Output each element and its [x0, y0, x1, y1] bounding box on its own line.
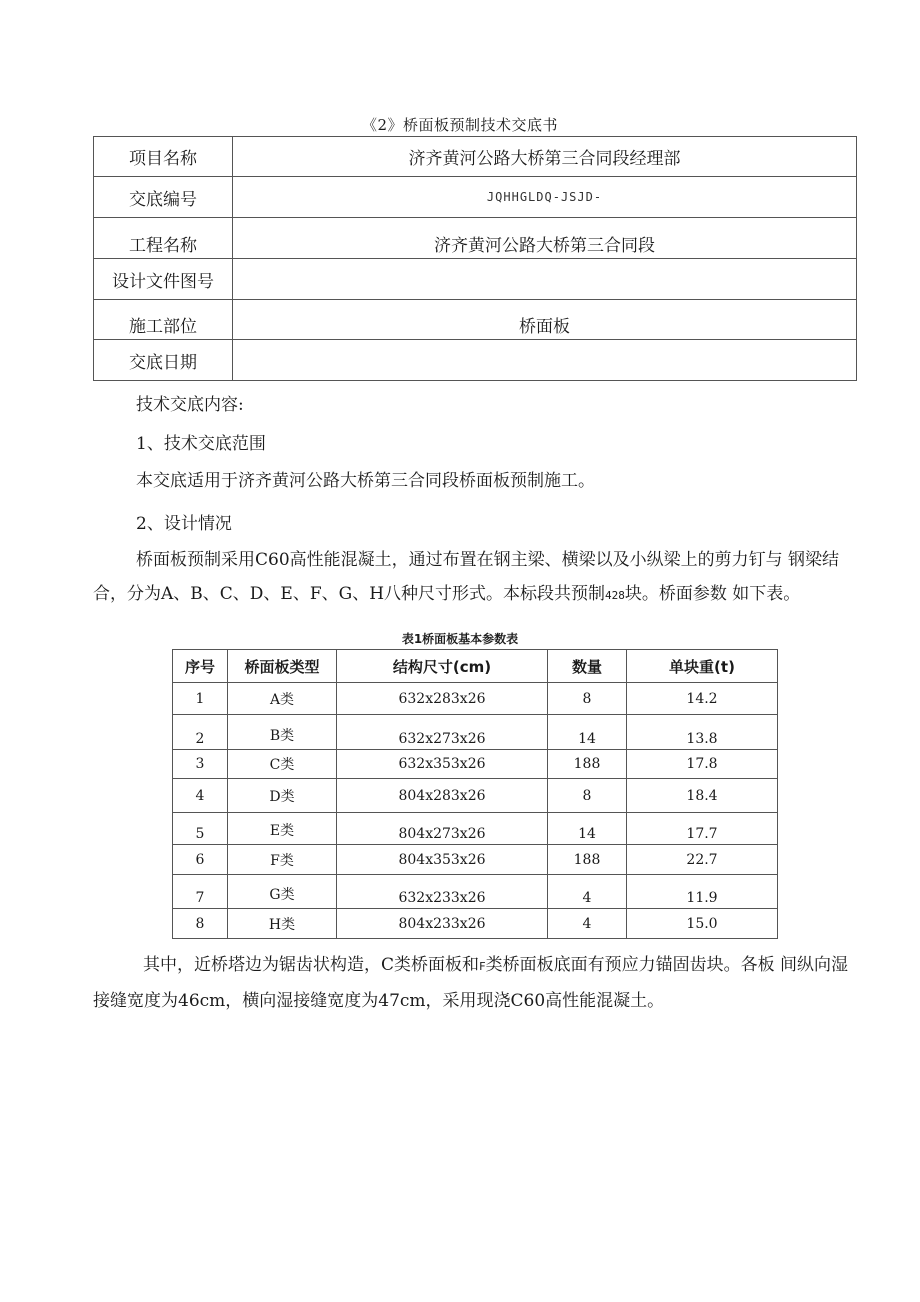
table-cell: 4: [548, 909, 627, 939]
table-cell: 5: [173, 813, 228, 845]
table-cell: 804x353x26: [337, 845, 548, 875]
table-cell: 17.8: [627, 750, 778, 779]
table-cell: G类: [228, 875, 337, 909]
table-cell: 8: [548, 779, 627, 813]
info-label: 项目名称: [94, 137, 233, 177]
table-cell: 22.7: [627, 845, 778, 875]
info-row-part: [94, 300, 857, 340]
table-cell: 1: [173, 683, 228, 715]
table-row: [173, 683, 778, 715]
header-cell: 单块重(t): [627, 650, 778, 683]
table-cell: D类: [228, 779, 337, 813]
table-cell: 14.2: [627, 683, 778, 715]
table-cell: F类: [228, 845, 337, 875]
section2-count: 428: [605, 589, 625, 602]
info-label: 交底日期: [94, 340, 233, 381]
closing-note-a: 其中，近桥塔边为锯齿状构造，C类桥面板和: [143, 955, 480, 975]
table-cell: C类: [228, 750, 337, 779]
section2-text: [93, 543, 851, 613]
closing-note: [93, 948, 857, 1018]
table-cell: 8: [173, 909, 228, 939]
table-cell: 188: [548, 750, 627, 779]
section1-text: 本交底适用于济齐黄河公路大桥第三合同段桥面板预制施工。: [136, 471, 595, 491]
table-cell: 15.0: [627, 909, 778, 939]
table-cell: 4: [173, 779, 228, 813]
table-cell: 632x233x26: [337, 875, 548, 909]
table-cell: 804x283x26: [337, 779, 548, 813]
table-cell: 804x233x26: [337, 909, 548, 939]
table-cell: 4: [548, 875, 627, 909]
table-cell: 2: [173, 715, 228, 750]
info-label: 交底编号: [94, 177, 233, 218]
info-row-project: [94, 137, 857, 177]
section2-title: 2、设计情况: [136, 514, 232, 534]
info-label: 工程名称: [94, 218, 233, 259]
table-cell: 17.7: [627, 813, 778, 845]
info-value: 济齐黄河公路大桥第三合同段经理部: [233, 137, 857, 177]
table-row: [173, 779, 778, 813]
params-table: [172, 649, 778, 939]
table-cell: 7: [173, 875, 228, 909]
header-cell: 结构尺寸(cm): [337, 650, 548, 683]
table-cell: 804x273x26: [337, 813, 548, 845]
closing-note-b: 类桥面板底面有预应力锚固齿块。各板 间纵向湿接缝宽度为46cm，横向湿接缝宽度为47cm，采用现浇C60高性能混凝土。: [93, 955, 849, 1011]
info-table: [93, 136, 857, 381]
table-row: [173, 813, 778, 845]
table-cell: 8: [548, 683, 627, 715]
info-value: [233, 259, 857, 300]
table-cell: H类: [228, 909, 337, 939]
table-cell: 188: [548, 845, 627, 875]
section2-text-a: 桥面板预制采用C60高性能混凝土，通过布置在钢主梁、横梁以及小纵梁上的剪力钉与 钢梁结合，分为A、B、C、D、E、F、G、H八种尺寸形式。本标段共预制: [93, 550, 840, 604]
header-cell: 序号: [173, 650, 228, 683]
info-label: 施工部位: [94, 300, 233, 340]
table-cell: 3: [173, 750, 228, 779]
info-row-engineering: [94, 218, 857, 259]
table-cell: 14: [548, 715, 627, 750]
info-row-drawing: [94, 259, 857, 300]
table-cell: 13.8: [627, 715, 778, 750]
table-cell: A类: [228, 683, 337, 715]
section1-title: 1、技术交底范围: [136, 434, 266, 454]
info-value: JQHHGLDQ-JSJD-: [233, 177, 857, 218]
table-cell: B类: [228, 715, 337, 750]
info-value: 桥面板: [233, 300, 857, 340]
info-label: 设计文件图号: [94, 259, 233, 300]
table-cell: 18.4: [627, 779, 778, 813]
info-value: [233, 340, 857, 381]
info-row-code: [94, 177, 857, 218]
document-title: 《2》桥面板预制技术交底书: [361, 116, 559, 134]
header-cell: 数量: [548, 650, 627, 683]
table-caption: 表1桥面板基本参数表: [401, 632, 519, 646]
table-cell: 632x283x26: [337, 683, 548, 715]
table-row: [173, 715, 778, 750]
content-heading: 技术交底内容:: [136, 395, 244, 415]
table-cell: 632x273x26: [337, 715, 548, 750]
table-cell: 11.9: [627, 875, 778, 909]
table-row: [173, 750, 778, 779]
table-cell: E类: [228, 813, 337, 845]
table-cell: 14: [548, 813, 627, 845]
header-cell: 桥面板类型: [228, 650, 337, 683]
table-row: [173, 909, 778, 939]
info-value: 济齐黄河公路大桥第三合同段: [233, 218, 857, 259]
section2-text-b: 块。桥面参数 如下表。: [624, 584, 801, 604]
table-row: [173, 875, 778, 909]
closing-note-f: F: [479, 960, 486, 973]
table-cell: 6: [173, 845, 228, 875]
table-row: [173, 845, 778, 875]
info-row-date: [94, 340, 857, 381]
params-header-row: [173, 650, 778, 683]
table-cell: 632x353x26: [337, 750, 548, 779]
